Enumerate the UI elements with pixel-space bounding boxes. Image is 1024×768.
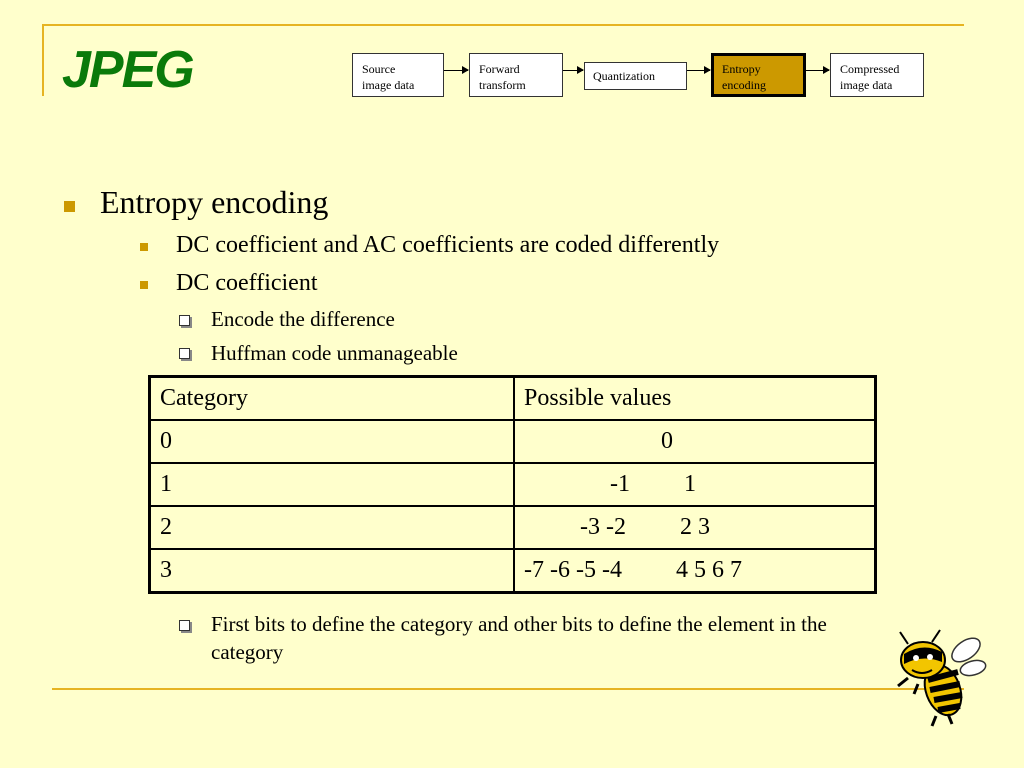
table-row bbox=[150, 420, 876, 463]
bullet-level2-item: DC coefficient bbox=[176, 270, 318, 296]
table-row bbox=[150, 506, 876, 549]
table-cell-category: 3 bbox=[150, 549, 515, 593]
bullet-level1: Entropy encoding bbox=[100, 184, 329, 220]
pipeline-step-entropy-encoding bbox=[711, 53, 806, 97]
step-label-line2: image data bbox=[362, 78, 415, 92]
table-row bbox=[150, 463, 876, 506]
checkbox-bullet-icon bbox=[179, 620, 190, 631]
table-header-category: Category bbox=[150, 377, 515, 421]
arrow-icon bbox=[687, 70, 710, 71]
pipeline-step-forward-transform bbox=[469, 53, 563, 97]
checkbox-bullet-icon bbox=[179, 348, 190, 359]
bottom-rule bbox=[52, 688, 964, 690]
pipeline-step-compressed bbox=[830, 53, 924, 97]
category-table bbox=[148, 375, 877, 594]
checkbox-bullet-icon bbox=[179, 315, 190, 326]
bullet-square-icon bbox=[140, 243, 148, 251]
arrow-icon bbox=[444, 70, 468, 71]
step-label-line1: Source bbox=[362, 62, 396, 76]
bullet-level3-item: Huffman code unmanageable bbox=[211, 341, 458, 365]
table-cell-values: -3 -2 2 3 bbox=[514, 506, 876, 549]
bullet-level3-item: Encode the difference bbox=[211, 307, 395, 331]
table-cell-values: -1 1 bbox=[514, 463, 876, 506]
step-label-line1: Forward bbox=[479, 62, 520, 76]
step-label-line2: transform bbox=[479, 78, 526, 92]
top-rule bbox=[42, 24, 964, 26]
table-row bbox=[150, 549, 876, 593]
table-header-values: Possible values bbox=[514, 377, 876, 421]
pipeline-step-quantization bbox=[584, 62, 687, 90]
table-cell-category: 0 bbox=[150, 420, 515, 463]
step-label-line1: Quantization bbox=[593, 69, 655, 83]
left-rule bbox=[42, 24, 44, 96]
pipeline-step-source bbox=[352, 53, 444, 97]
arrow-icon bbox=[806, 70, 829, 71]
bullet-level2-item: DC coefficient and AC coefficients are coded differently bbox=[176, 232, 720, 258]
step-label-line1: Entropy bbox=[722, 62, 761, 76]
footer-note-line1: First bits to define the category and other bits to define the element in the bbox=[211, 612, 827, 636]
table-cell-values: 0 bbox=[514, 420, 876, 463]
step-label-line2: encoding bbox=[722, 78, 766, 92]
footer-note-line2: category bbox=[211, 640, 284, 664]
table-cell-category: 2 bbox=[150, 506, 515, 549]
table-cell-category: 1 bbox=[150, 463, 515, 506]
table-cell-values: -7 -6 -5 -4 4 5 6 7 bbox=[514, 549, 876, 593]
table-header-row bbox=[150, 377, 876, 421]
bullet-square-icon bbox=[140, 281, 148, 289]
bullet-square-icon bbox=[64, 201, 75, 212]
step-label-line2: image data bbox=[840, 78, 893, 92]
step-label-line1: Compressed bbox=[840, 62, 900, 76]
arrow-icon bbox=[563, 70, 583, 71]
yellow-jacket-bee-icon bbox=[888, 628, 988, 728]
slide-title: JPEG bbox=[62, 41, 193, 99]
